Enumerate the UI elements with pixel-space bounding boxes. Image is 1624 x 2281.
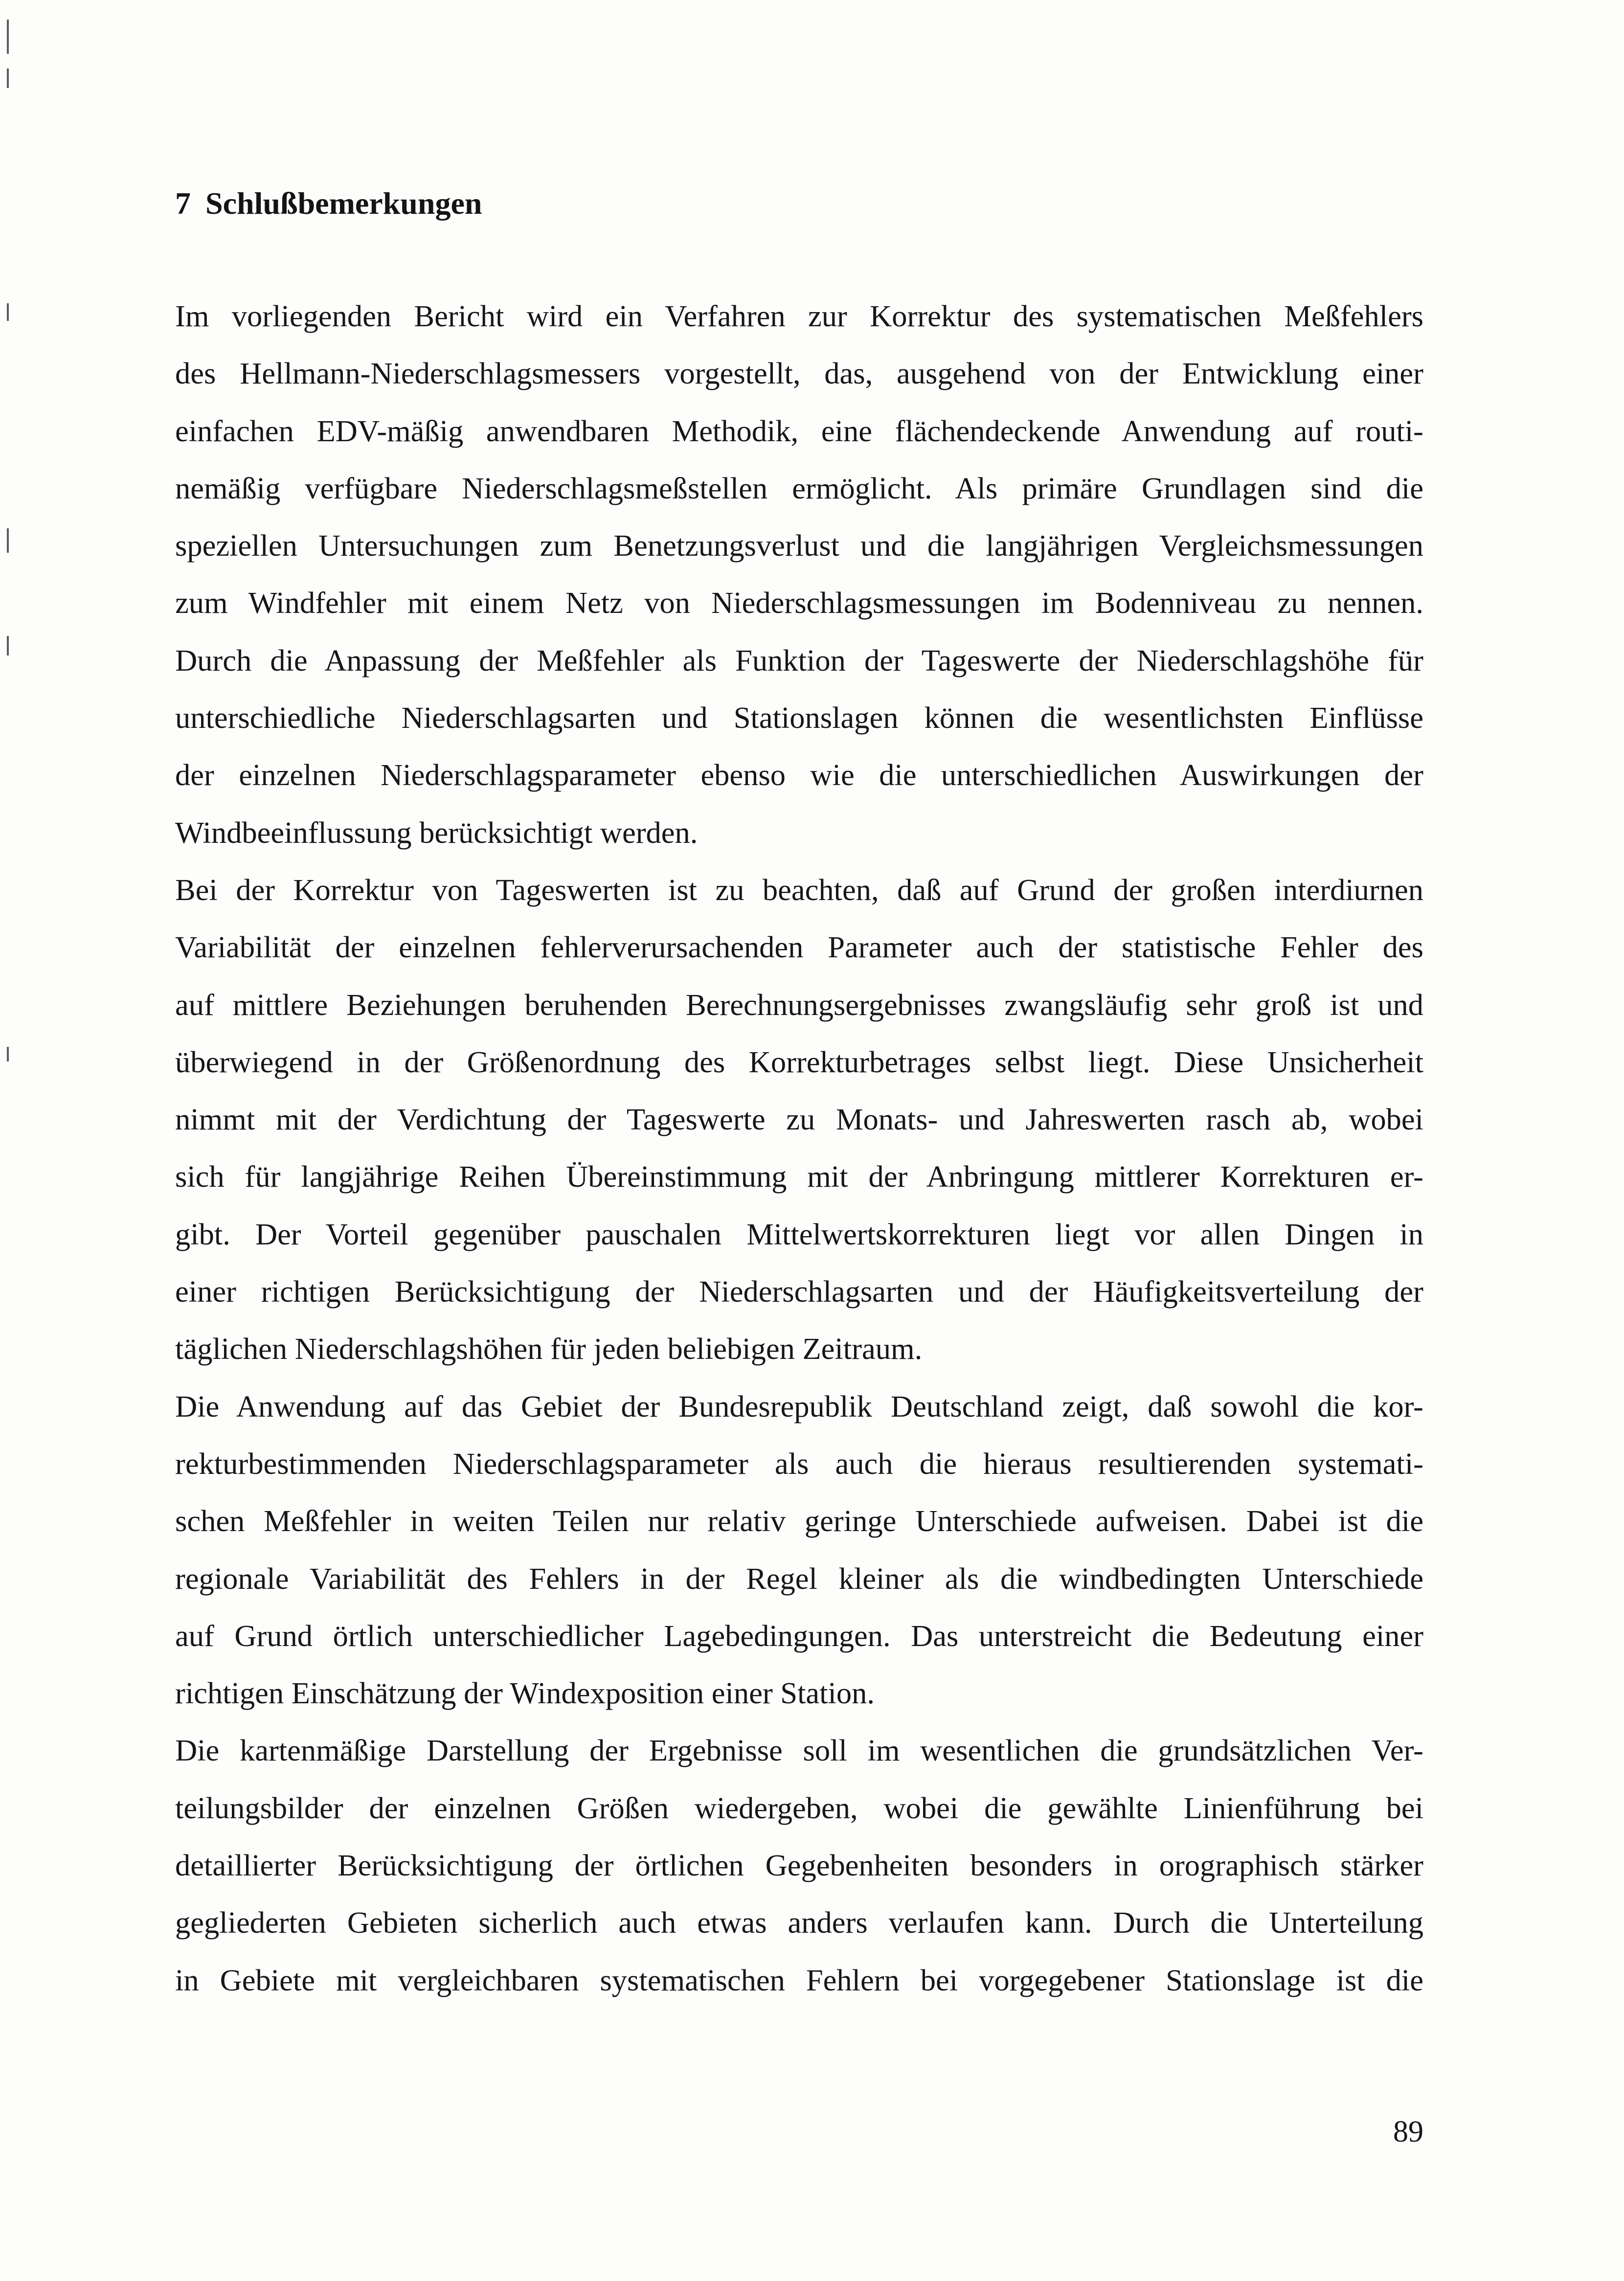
text-line: auf mittlere Beziehungen beruhenden Berechnungsergebnisses zwangsläufig sehr groß ist und — [175, 987, 1423, 1022]
paragraph — [175, 861, 1423, 1378]
text-line: teilungsbilder der einzelnen Größen wiedergeben, wobei die gewählte Linienführung bei — [175, 1790, 1423, 1825]
text-line: Bei der Korrektur von Tageswerten ist zu beachten, daß auf Grund der großen interdiurnen — [175, 872, 1423, 907]
text-line: einer richtigen Berücksichtigung der Niederschlagsarten und der Häufigkeitsverteilung der — [175, 1274, 1423, 1309]
text-line: richtigen Einschätzung der Windexposition einer Station. — [175, 1676, 875, 1711]
text-line: schen Meßfehler in weiten Teilen nur relativ geringe Unterschiede aufweisen. Dabei ist die — [175, 1504, 1423, 1538]
binding-mark — [7, 68, 9, 88]
text-line: auf Grund örtlich unterschiedlicher Lagebedingungen. Das unterstreicht die Bedeutung einer — [175, 1618, 1423, 1653]
text-line: Im vorliegenden Bericht wird ein Verfahren zur Korrektur des systematischen Meßfehlers — [175, 299, 1423, 333]
text-line: regionale Variabilität des Fehlers in der Regel kleiner als die windbedingten Unterschiede — [175, 1561, 1423, 1596]
text-line: täglichen Niederschlagshöhen für jeden beliebigen Zeitraum. — [175, 1332, 923, 1366]
text-line: Variabilität der einzelnen fehlerverursachenden Parameter auch der statistische Fehler des — [175, 930, 1423, 965]
text-line: in Gebiete mit vergleichbaren systematischen Fehlern bei vorgegebener Stationslage ist die — [175, 1963, 1423, 1997]
text-line: überwiegend in der Größenordnung des Korrekturbetrages selbst liegt. Diese Unsicherheit — [175, 1044, 1423, 1079]
paragraph — [175, 1722, 1423, 2009]
text-line: des Hellmann-Niederschlagsmessers vorgestellt, das, ausgehend von der Entwicklung einer — [175, 356, 1423, 391]
text-line: sich für langjährige Reihen Übereinstimmung mit der Anbringung mittlerer Korrekturen er- — [175, 1159, 1423, 1194]
text-line: gibt. Der Vorteil gegenüber pauschalen Mittelwertskorrekturen liegt vor allen Dingen in — [175, 1217, 1423, 1251]
text-line: unterschiedliche Niederschlagsarten und Stationslagen können die wesentlichsten Einflüsse — [175, 700, 1423, 735]
text-line: gegliederten Gebieten sicherlich auch etwas anders verlaufen kann. Durch die Unterteilung — [175, 1905, 1423, 1940]
text-line: detaillierter Berücksichtigung der örtlichen Gegebenheiten besonders in orographisch stärker — [175, 1848, 1423, 1883]
binding-mark — [7, 20, 9, 54]
text-line: speziellen Untersuchungen zum Benetzungsverlust und die langjährigen Vergleichsmessungen — [175, 528, 1423, 563]
text-line: nemäßig verfügbare Niederschlagsmeßstellen ermöglicht. Als primäre Grundlagen sind die — [175, 471, 1423, 505]
text-line: Durch die Anpassung der Meßfehler als Funktion der Tageswerte der Niederschlagshöhe für — [175, 643, 1423, 678]
page-number: 89 — [1393, 2115, 1423, 2148]
section-number: 7 — [175, 186, 191, 221]
binding-mark — [7, 636, 9, 655]
body-text — [175, 288, 1423, 2009]
section-heading — [175, 180, 482, 227]
text-line: der einzelnen Niederschlagsparameter ebenso wie die unterschiedlichen Auswirkungen der — [175, 758, 1423, 792]
text-line: zum Windfehler mit einem Netz von Niederschlagsmessungen im Bodenniveau zu nennen. — [175, 586, 1423, 620]
text-line: einfachen EDV-mäßig anwendbaren Methodik, eine flächendeckende Anwendung auf routi- — [175, 413, 1423, 448]
section-title: Schlußbemerkungen — [205, 186, 482, 221]
text-line: Windbeeinflussung berücksichtigt werden. — [175, 815, 698, 850]
paragraph — [175, 288, 1423, 861]
binding-mark — [7, 1047, 9, 1061]
binding-mark — [7, 528, 9, 553]
text-line: Die kartenmäßige Darstellung der Ergebnisse soll im wesentlichen die grundsätzlichen Ver- — [175, 1733, 1423, 1768]
text-line: rekturbestimmenden Niederschlagsparameter als auch die hieraus resultierenden systemati- — [175, 1446, 1423, 1481]
text-line: nimmt mit der Verdichtung der Tageswerte zu Monats- und Jahreswerten rasch ab, wobei — [175, 1102, 1423, 1137]
paragraph — [175, 1378, 1423, 1722]
binding-mark — [7, 303, 9, 321]
text-line: Die Anwendung auf das Gebiet der Bundesrepublik Deutschland zeigt, daß sowohl die kor- — [175, 1389, 1423, 1423]
